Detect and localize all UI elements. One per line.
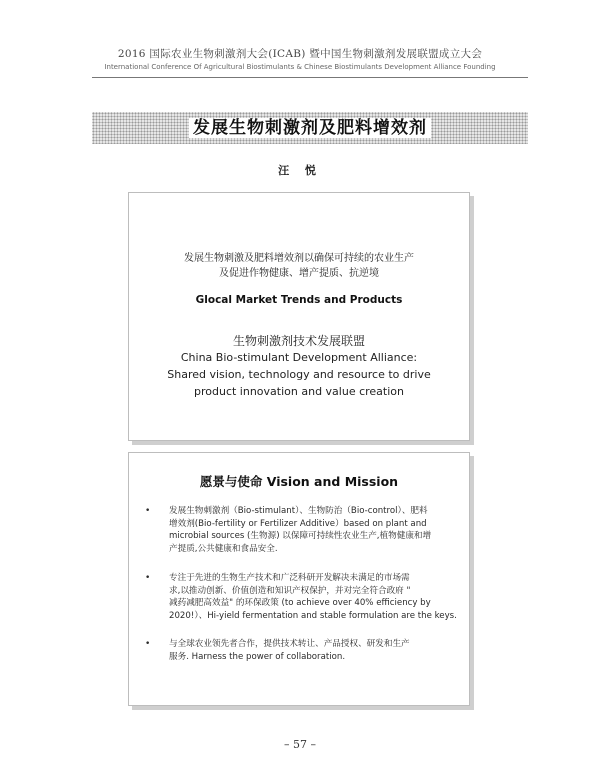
slide1-en-line-2: Shared vision, technology and resource to drive [167,368,431,381]
slide1-heading: Glocal Market Trends and Products [195,294,403,306]
bullet-line: 求,以推动创新、价值创造和知识产权保护，并对完全符合政府 " [169,585,411,596]
bullet-item [145,505,463,555]
bullet-line: 减药减肥高效益" 的环保政策 (to achieve over 40% efficiency by [169,598,431,608]
slide-1 [128,192,470,441]
article-title [92,112,528,144]
bullet-item [145,638,463,663]
bullet-dot: • [145,573,151,583]
slide1-en-line-3: product innovation and value creation [194,385,404,398]
bullet-line: 2020!）、Hi-yield fermentation and stable formulation are the keys. [169,610,457,621]
article-title-text: 发展生物刺激剂及肥料增效剂 [189,118,431,138]
bullet-dot: • [145,506,151,516]
header-divider [92,77,528,78]
slide2-title: 愿景与使命 Vision and Mission [199,474,399,489]
slide1-cn-line-2: 及促进作物健康、增产提质、抗逆境 [219,268,379,279]
slide1-org-cn: 生物刺激剂技术发展联盟 [232,334,365,348]
bullet-line: 专注于先进的生物生产技术和广泛科研开发解决未满足的市场需 [169,573,410,583]
bullet-line: microbial sources (生物源) 以保障可持续性农业生产,植物健康和增 [169,531,432,541]
page-header-en: International Conference Of Agricultural Biostimulants & Chinese Biostimulants Development Alliance Founding [104,63,496,71]
slide-2 [128,452,470,706]
bullet-line: 服务. Harness the power of collaboration. [169,651,346,662]
page-header-cn: 2016 国际农业生物刺激剂大会(ICAB) 暨中国生物刺激剂发展联盟成立大会 [117,48,483,60]
bullet-line: 与全球农业领先者合作，提供技术转让、产品授权、研发和生产 [169,639,410,649]
bullet-item [145,572,463,622]
article-author: 汪 悦 [278,164,322,177]
bullet-line: 产提质,公共健康和食品安全. [169,543,278,554]
bullet-line: 发展生物刺激剂（Bio-stimulant）、生物防治（Bio-control）、肥料 [169,506,428,516]
slide1-en-line-1: China Bio-stimulant Development Alliance: [180,351,418,364]
bullet-dot: • [145,639,151,649]
slide1-cn-line-1: 发展生物刺激及肥料增效剂以确保可持续的农业生产 [184,253,414,264]
page-number: – 57 – [284,738,316,751]
bullet-line: 增效剂(Bio-fertility or Fertilizer Additive）based on plant and [169,518,427,529]
